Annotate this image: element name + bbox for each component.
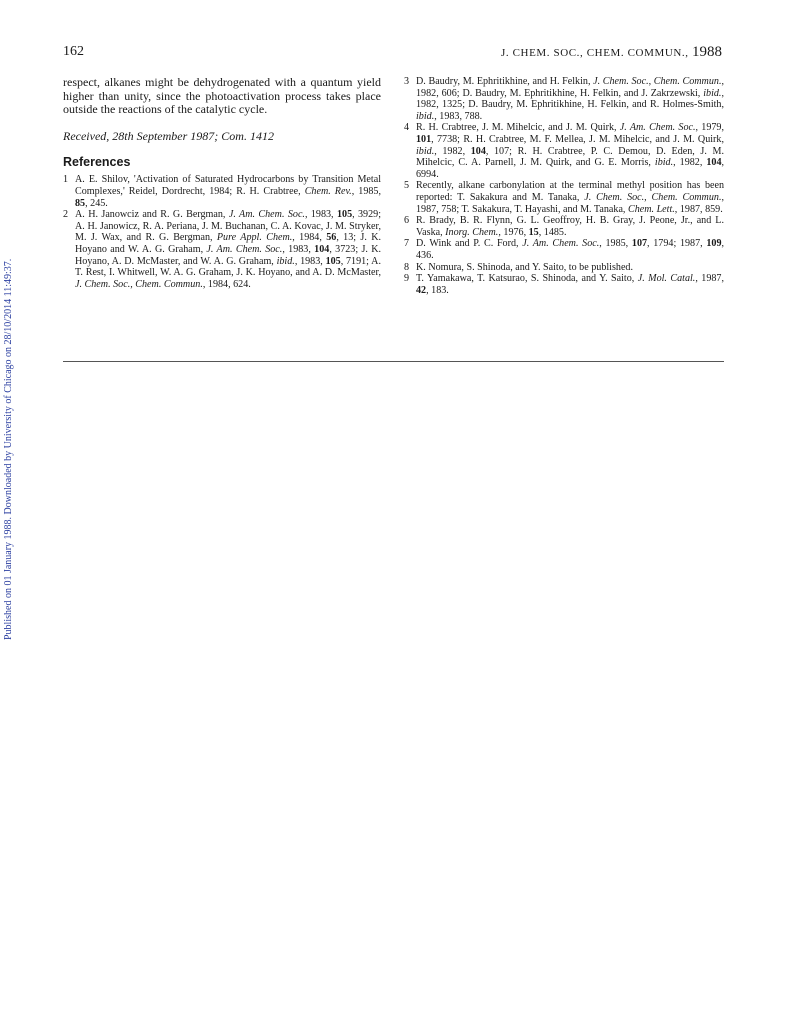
references-list-left <box>63 174 381 290</box>
reference-citation-italic: J. Am. Chem. Soc. <box>206 243 283 255</box>
reference-volume-bold: 15 <box>528 226 539 238</box>
reference-text: A. E. Shilov, 'Activation of Saturated Hydrocarbons by Transition Metal Complexes,' Reidel, Dordrecht, 1984; R. H. Crabtree, <box>75 174 381 197</box>
reference-text: , 1985, <box>599 238 632 250</box>
reference-citation-italic: J. Am. Chem. Soc. <box>522 238 600 250</box>
reference-text: , 436. <box>416 238 725 261</box>
reference-text: , 1485. <box>538 226 567 238</box>
reference-citation-italic: ibid. <box>703 87 722 99</box>
reference-text: T. Yamakawa, T. Katsurao, S. Shinoda, and Y. Saito, <box>416 273 638 285</box>
reference-volume-bold: 104 <box>314 243 330 255</box>
reference-number: 3 <box>404 76 410 87</box>
reference-item <box>404 273 724 296</box>
page-number: 162 <box>63 44 84 59</box>
reference-item <box>404 180 724 215</box>
reference-item <box>404 262 724 274</box>
reference-citation-italic: Chem. Lett. <box>627 203 675 215</box>
reference-text: , 3723; J. K. Hoyano, A. D. McMaster, and W. A. G. Graham, <box>75 243 382 267</box>
reference-text: , 1983, <box>294 255 326 267</box>
reference-text: , 1794; 1987, <box>647 238 707 250</box>
reference-number: 6 <box>404 215 410 227</box>
reference-text: , 13; J. K. Hoyano and W. A. G. Graham, <box>75 232 382 255</box>
reference-text: , 1987, 859. <box>674 203 723 215</box>
download-notice: Published on 01 January 1988. Downloaded by University of Chicago on 28/10/2014 11:49:37. <box>3 258 14 640</box>
reference-number: 5 <box>404 180 410 192</box>
reference-citation-italic: ibid. <box>654 157 674 169</box>
reference-text: R. H. Crabtree, J. M. Mihelcic, and J. M. Quirk, <box>416 122 620 134</box>
reference-number: 4 <box>404 122 410 134</box>
reference-citation-italic: Inorg. Chem. <box>445 226 499 238</box>
journal-year: 1988 <box>692 44 722 60</box>
reference-volume-bold: 85 <box>75 197 86 209</box>
reference-text: , 3929; A. H. Janowicz, R. A. Periana, J. M. Buchanan, C. A. Kovac, J. M. Stryker, M. J. Wax, and R. G. Bergman, <box>75 209 382 244</box>
reference-text: D. Baudry, M. Ephritikhine, and H. Felkin, <box>416 76 594 87</box>
end-rule <box>63 361 724 362</box>
reference-text: , 1983, 788. <box>434 110 483 122</box>
right-column <box>404 76 724 296</box>
reference-text: , 107; R. H. Crabtree, P. C. Demou, D. Eden, J. M. Mihelcic, C. A. Parnell, J. M. Quirk, and G. E. Morris, <box>416 145 725 169</box>
reference-volume-bold: 105 <box>325 255 341 267</box>
reference-text: , 1982, <box>673 157 707 169</box>
reference-item <box>404 76 724 122</box>
reference-text: , 1976, <box>498 226 529 238</box>
reference-text: , 1983, <box>304 209 337 221</box>
reference-number: 7 <box>404 238 410 250</box>
reference-volume-bold: 56 <box>326 232 337 244</box>
reference-text: , 7191; A. T. Rest, I. Whitwell, W. A. G. Graham, J. K. Hoyano, and A. D. McMaster, <box>75 255 381 279</box>
reference-text: , 1984, 624. <box>202 278 251 290</box>
reference-item <box>404 238 724 261</box>
reference-volume-bold: 109 <box>706 238 722 250</box>
reference-volume-bold: 42 <box>416 284 427 296</box>
reference-citation-italic: J. Chem. Soc., Chem. Commun. <box>584 191 722 203</box>
reference-text: D. Wink and P. C. Ford, <box>416 238 523 250</box>
reference-citation-italic: J. Chem. Soc., Chem. Commun. <box>593 76 722 87</box>
reference-citation-italic: J. Mol. Catal. <box>637 273 696 285</box>
reference-item <box>63 174 381 209</box>
received-line: Received, 28th September 1987; Com. 1412 <box>63 128 274 143</box>
reference-text: , 1985, <box>351 185 381 197</box>
reference-volume-bold: 105 <box>336 209 353 221</box>
reference-citation-italic: Pure Appl. Chem. <box>216 232 293 244</box>
reference-text: , 1983, <box>282 243 315 255</box>
reference-text: , 1987, 758; T. Sakakura, T. Hayashi, and M. Tanaka, <box>416 191 724 215</box>
reference-citation-italic: ibid. <box>416 145 435 157</box>
reference-item <box>404 215 724 238</box>
reference-text: , 1982, 1325; D. Baudry, M. Ephritikhine, H. Felkin, and R. Holmes-Smith, <box>416 87 724 111</box>
reference-text: , 245. <box>85 197 108 209</box>
reference-citation-italic: J. Chem. Soc., Chem. Commun. <box>75 278 203 290</box>
reference-text: R. Brady, B. R. Flynn, G. L. Geoffroy, H. B. Gray, J. Peone, Jr., and L. Vaska, <box>416 215 724 238</box>
reference-text: , 1987, <box>695 273 724 285</box>
reference-text: , 6994. <box>416 157 725 180</box>
reference-number: 2 <box>63 209 69 221</box>
reference-number: 8 <box>404 261 410 273</box>
running-head <box>501 44 722 61</box>
reference-citation-italic: Chem. Rev. <box>304 185 352 197</box>
reference-citation-italic: ibid. <box>416 110 435 122</box>
reference-text: , 1982, 606; D. Baudry, M. Ephritikhine, H. Felkin, and J. Zakrzewski, <box>416 76 724 99</box>
intro-paragraph: respect, alkanes might be dehydrogenated with a quantum yield higher than unity, since the photoactivation process takes place outside the reactions of the catalytic cycle. <box>63 75 381 117</box>
reference-text: , 7738; R. H. Crabtree, M. F. Mellea, J. M. Mihelcic, and J. M. Quirk, <box>431 133 724 145</box>
references-list-right <box>404 76 724 296</box>
reference-text: , 183. <box>426 284 449 296</box>
reference-citation-italic: J. Am. Chem. Soc. <box>619 122 696 134</box>
reference-item <box>404 122 724 180</box>
reference-volume-bold: 104 <box>706 157 722 169</box>
reference-volume-bold: 104 <box>470 145 486 157</box>
reference-citation-italic: J. Am. Chem. Soc. <box>228 209 305 221</box>
reference-number: 1 <box>63 174 69 186</box>
reference-citation-italic: ibid. <box>276 255 295 267</box>
reference-text: , 1984, <box>292 232 327 244</box>
reference-text: , 1979, <box>695 122 724 134</box>
reference-volume-bold: 101 <box>416 133 432 145</box>
journal-name: J. CHEM. SOC., CHEM. COMMUN., <box>501 47 689 59</box>
reference-text: Recently, alkane carbonylation at the terminal methyl position has been reported: T. Sakakura and M. Tanaka, <box>416 180 724 203</box>
references-heading: References <box>63 154 131 169</box>
reference-number: 9 <box>404 273 410 285</box>
reference-text: K. Nomura, S. Shinoda, and Y. Saito, to be published. <box>416 261 634 273</box>
reference-text: , 1982, <box>434 145 471 157</box>
reference-text: A. H. Janowciz and R. G. Bergman, <box>75 209 229 221</box>
left-column <box>63 76 381 290</box>
reference-volume-bold: 107 <box>631 238 648 250</box>
reference-item <box>63 209 381 290</box>
